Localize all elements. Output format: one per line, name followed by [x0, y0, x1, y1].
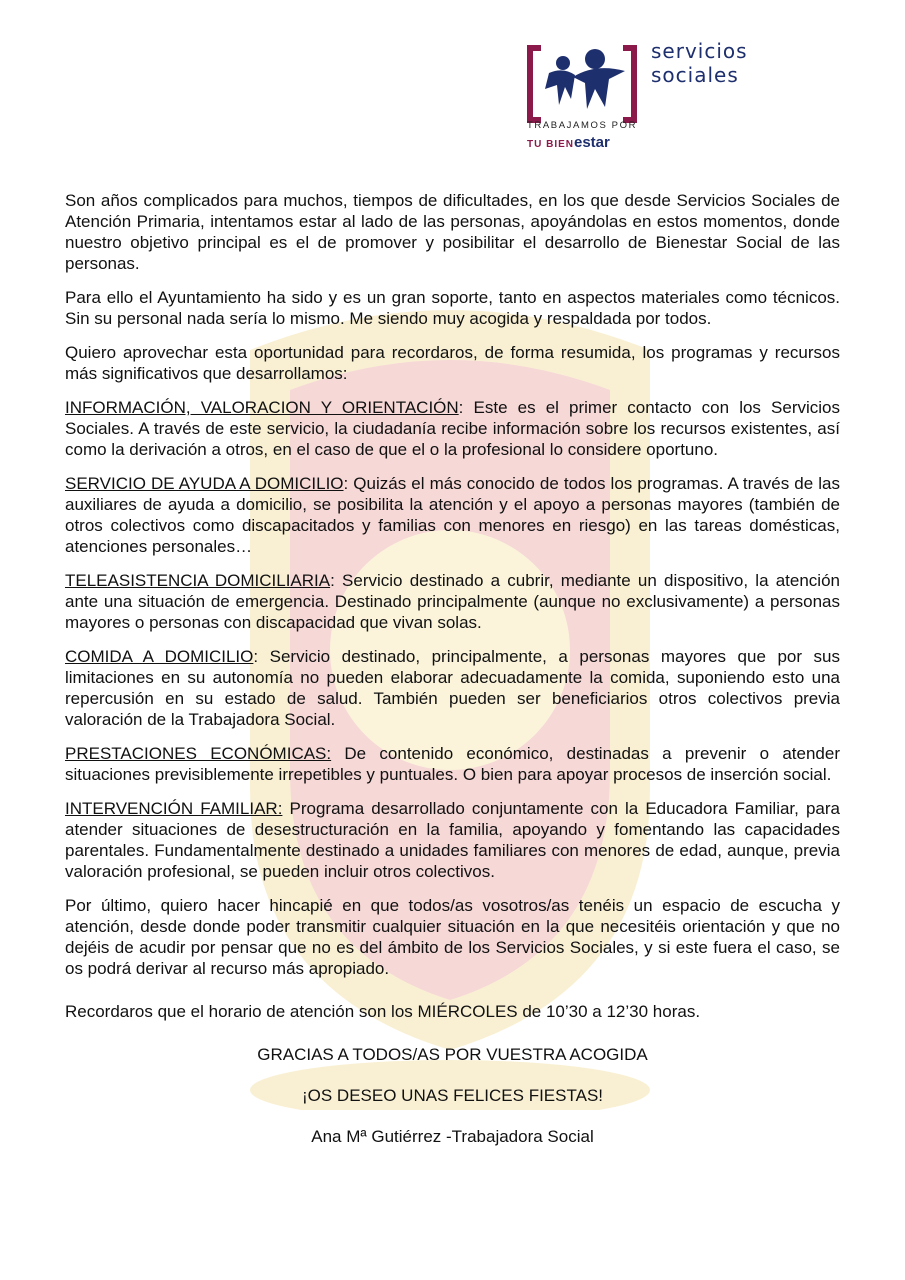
service-text: : Servicio destinado a cubrir, mediante un dispositivo, la atención ante una situación de emergencia. Destinado principalmente (aunque no exclusivamente) a personas mayores o personas con discapacidad que vivan solas. — [65, 571, 840, 632]
logo-tagline: TRABAJAMOS POR — [527, 120, 638, 131]
service-paragraph — [65, 570, 840, 633]
service-paragraph — [65, 798, 840, 882]
logo-line1: servicios — [651, 39, 748, 63]
service-title: PRESTACIONES ECONÓMICAS: — [65, 744, 332, 763]
service-paragraph — [65, 397, 840, 460]
logo-tagline2-a: TU BIEN — [527, 139, 574, 150]
schedule-text: Recordaros que el horario de atención son los MIÉRCOLES de 10’30 a 12’30 horas. — [65, 1002, 701, 1021]
service-title: SERVICIO DE AYUDA A DOMICILIO — [65, 474, 344, 493]
logo-tagline2 — [527, 134, 610, 151]
paragraph: Para ello el Ayuntamiento ha sido y es un gran soporte, tanto en aspectos materiales como técnicos. Sin su personal nada sería lo mismo. Me siendo muy acogida y respaldada por todos. — [65, 288, 840, 328]
logo-line2: sociales — [651, 63, 739, 87]
logo-tagline2-b: estar — [574, 134, 610, 151]
service-title: COMIDA A DOMICILIO — [65, 647, 254, 666]
service-paragraph — [65, 646, 840, 730]
service-text: : Servicio destinado, principalmente, a personas mayores que por sus limitaciones en su autonomía no pueden elaborar adecuadamente la comida, suponiendo esto una repercusión en su estado de salud. También pueden ser beneficiarios otros colectivos previa valoración de la Trabajadora Social. — [65, 647, 841, 729]
service-text: : Quizás el más conocido de todos los programas. A través de las auxiliares de ayuda a domicilio, se posibilita la atención y el apoyo a personas mayores (también de otros colectivos como discapacitados y familias con menores en riesgo) en las tareas domésticas, atenciones personales… — [65, 474, 840, 556]
letter-body — [65, 190, 840, 1160]
paragraph: Quiero aprovechar esta oportunidad para recordaros, de forma resumida, los programas y recursos más significativos que desarrollamos: — [65, 343, 840, 383]
logo-title — [651, 39, 748, 87]
paragraph: Son años complicados para muchos, tiempos de dificultades, en los que desde Servicios Sociales de Atención Primaria, intentamos estar al lado de las personas, apoyándolas en estos momentos, donde nuestro objetivo principal es el de promover y posibilitar el desarrollo de Bienestar Social de las personas. — [65, 191, 840, 273]
signature: Ana Mª Gutiérrez -Trabajadora Social — [311, 1127, 594, 1146]
thanks-text: GRACIAS A TODOS/AS POR VUESTRA ACOGIDA — [257, 1045, 648, 1064]
service-text: De contenido económico, destinadas a prevenir o atender situaciones previsiblemente irrepetibles y puntuales. O bien para apoyar procesos de inserción social. — [65, 744, 841, 784]
service-title: INFORMACIÓN, VALORACION Y ORIENTACIÓN — [65, 398, 459, 417]
paragraph: Por último, quiero hacer hincapié en que todos/as vosotros/as tenéis un espacio de escucha y atención, desde donde poder transmitir cualquier situación en la que necesitéis orientación y que no dejéis de acudir por pensar que no es del ámbito de los Servicios Sociales, y si este fuera el caso, se os podrá derivar al recurso más apropiado. — [65, 896, 840, 978]
wishes-text: ¡OS DESEO UNAS FELICES FIESTAS! — [301, 1086, 604, 1105]
service-title: INTERVENCIÓN FAMILIAR: — [65, 799, 283, 818]
servicios-sociales-logo — [525, 39, 775, 155]
service-text: : Este es el primer contacto con los Servicios Sociales. A través de este servicio, la ciudadanía recibe información sobre los recursos existentes, así como la derivación a otros, en el caso de que el o la profesional lo considere oportuno. — [65, 398, 840, 459]
service-paragraph — [65, 473, 840, 557]
service-text: Programa desarrollado conjuntamente con la Educadora Familiar, para atender situaciones de desestructuración en la familia, apoyando y fomentando las capacidades parentales. Fundamentalmente destinado a unidades familiares con menores de edad, aunque, previa valoración profesional, se pueden incluir otros colectivos. — [65, 799, 840, 881]
people-icon — [539, 49, 629, 111]
service-title: TELEASISTENCIA DOMICILIARIA — [65, 571, 331, 590]
service-paragraph — [65, 743, 840, 785]
